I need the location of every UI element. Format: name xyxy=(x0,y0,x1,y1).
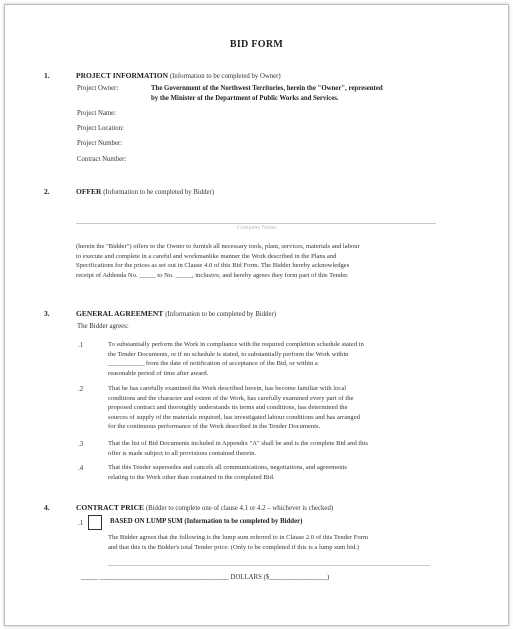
agreement-line: That the list of Bid Documents included in Appendix "A" shall be and is the complete Bid and this xyxy=(108,440,368,447)
section-4-number: 4. xyxy=(44,503,50,512)
offer-paragraph xyxy=(76,242,454,280)
agreement-line: That he has carefully examined the Work described herein, has become familiar with local xyxy=(108,385,347,392)
subclause-number: .1 xyxy=(78,520,84,527)
section-3-title: GENERAL AGREEMENT xyxy=(76,309,164,318)
agreement-item-1 xyxy=(108,340,454,378)
section-4-heading xyxy=(76,503,333,512)
agreement-line: sources of supply of the materials required, has investigated labour conditions and has arranged xyxy=(108,413,360,421)
agreement-line: offer is made subject to all provisions contained therein. xyxy=(108,449,257,457)
project-owner-label: Project Owner: xyxy=(77,85,119,92)
section-2-heading xyxy=(76,187,214,196)
project-owner-value-line2: by the Minister of the Department of Public Works and Services. xyxy=(151,95,339,102)
agreement-line: the Tender Documents, or if no schedule is stated, to substantially perform the Work within xyxy=(108,350,349,358)
section-4-title: CONTRACT PRICE xyxy=(76,503,144,512)
item-number: .3 xyxy=(78,441,84,448)
section-2-title: OFFER xyxy=(76,187,102,196)
lump-sum-heading: BASED ON LUMP SUM (Information to be completed by Bidder) xyxy=(110,518,303,525)
section-4-note: (Bidder to complete one of clause 4.1 or 4.2 – whichever is checked) xyxy=(145,505,334,512)
agreement-item-4 xyxy=(108,463,454,482)
section-3-number: 3. xyxy=(44,309,50,318)
offer-line: to execute and complete in a careful and workmanlike manner the Work described in the Plans and xyxy=(76,252,337,260)
general-agreement-intro: The Bidder agrees: xyxy=(77,323,129,330)
lump-sum-line: and that this is the Bidder's total Tender price: (Only to be completed if this is a lump sum bid.) xyxy=(108,543,360,551)
agreement-line: reasonable period of time after award. xyxy=(108,369,209,377)
project-number-label: Project Number: xyxy=(77,140,123,147)
section-3-heading xyxy=(76,309,276,318)
lump-sum-paragraph xyxy=(108,533,454,552)
agreement-item-3 xyxy=(108,439,454,458)
agreement-line: for the continuous performance of the Work described in the Tender Documents. xyxy=(108,423,321,431)
company-name-line[interactable] xyxy=(76,223,436,224)
section-2-note: (Information to be completed by Bidder) xyxy=(103,189,215,196)
project-owner-value-line1: The Government of the Northwest Territories, herein the "Owner", represented xyxy=(151,85,383,92)
agreement-line: That this Tender supersedes and cancels all communications, negotiations, and agreements xyxy=(108,464,347,471)
company-name-caption: Company Name xyxy=(236,225,277,231)
section-3-note: (Information to be completed by Bidder) xyxy=(165,311,276,318)
agreement-line: proposed contract and thoroughly understands its terms and conditions, has determined the xyxy=(108,404,348,412)
agreement-line: ___________ from the date of notification of acceptance of the Bid, or within a xyxy=(108,360,318,368)
item-number: .2 xyxy=(78,386,84,393)
offer-line: (herein the "Bidder") offers to the Owner to furnish all necessary tools, plant, services, materials and labour xyxy=(76,243,360,250)
agreement-item-2 xyxy=(108,384,454,432)
item-number: .4 xyxy=(78,465,84,472)
amount-dollars-line[interactable]: _____ ______________________________________ DOLLARS ($_________________) xyxy=(81,574,330,581)
page-title: BID FORM xyxy=(229,39,284,50)
section-1-heading xyxy=(76,71,281,80)
section-2-number: 2. xyxy=(44,187,50,196)
project-name-label: Project Name: xyxy=(77,110,117,117)
offer-line: receipt of Addenda No. _____ to No. _____, inclusive, and hereby agrees they form part of this Tender. xyxy=(76,271,349,279)
lump-sum-checkbox[interactable] xyxy=(88,515,102,530)
agreement-line: relating to the Work other than contained in the completed Bid. xyxy=(108,473,275,481)
section-1-number: 1. xyxy=(44,71,50,80)
section-1-note: (Information to be completed by Owner) xyxy=(169,73,281,80)
item-number: .1 xyxy=(78,342,84,349)
amount-words-line[interactable] xyxy=(108,565,430,566)
agreement-line: To substantially perform the Work in compliance with the required completion schedule stated in xyxy=(108,341,364,348)
agreement-line: conditions and the character and extent of the Work, has carefully examined every part of the xyxy=(108,394,354,402)
offer-line: Specifications for the prices as set out in Clause 4.0 of this Bid Form. The Bidder hereby acknowledges xyxy=(76,262,350,270)
lump-sum-line: The Bidder agrees that the following is the lump sum referred to in Clause 2.0 of this Tender Form xyxy=(108,534,368,541)
section-1-title: PROJECT INFORMATION xyxy=(76,71,169,80)
contract-number-label: Contract Number: xyxy=(77,156,127,163)
project-location-label: Project Location: xyxy=(77,125,124,132)
